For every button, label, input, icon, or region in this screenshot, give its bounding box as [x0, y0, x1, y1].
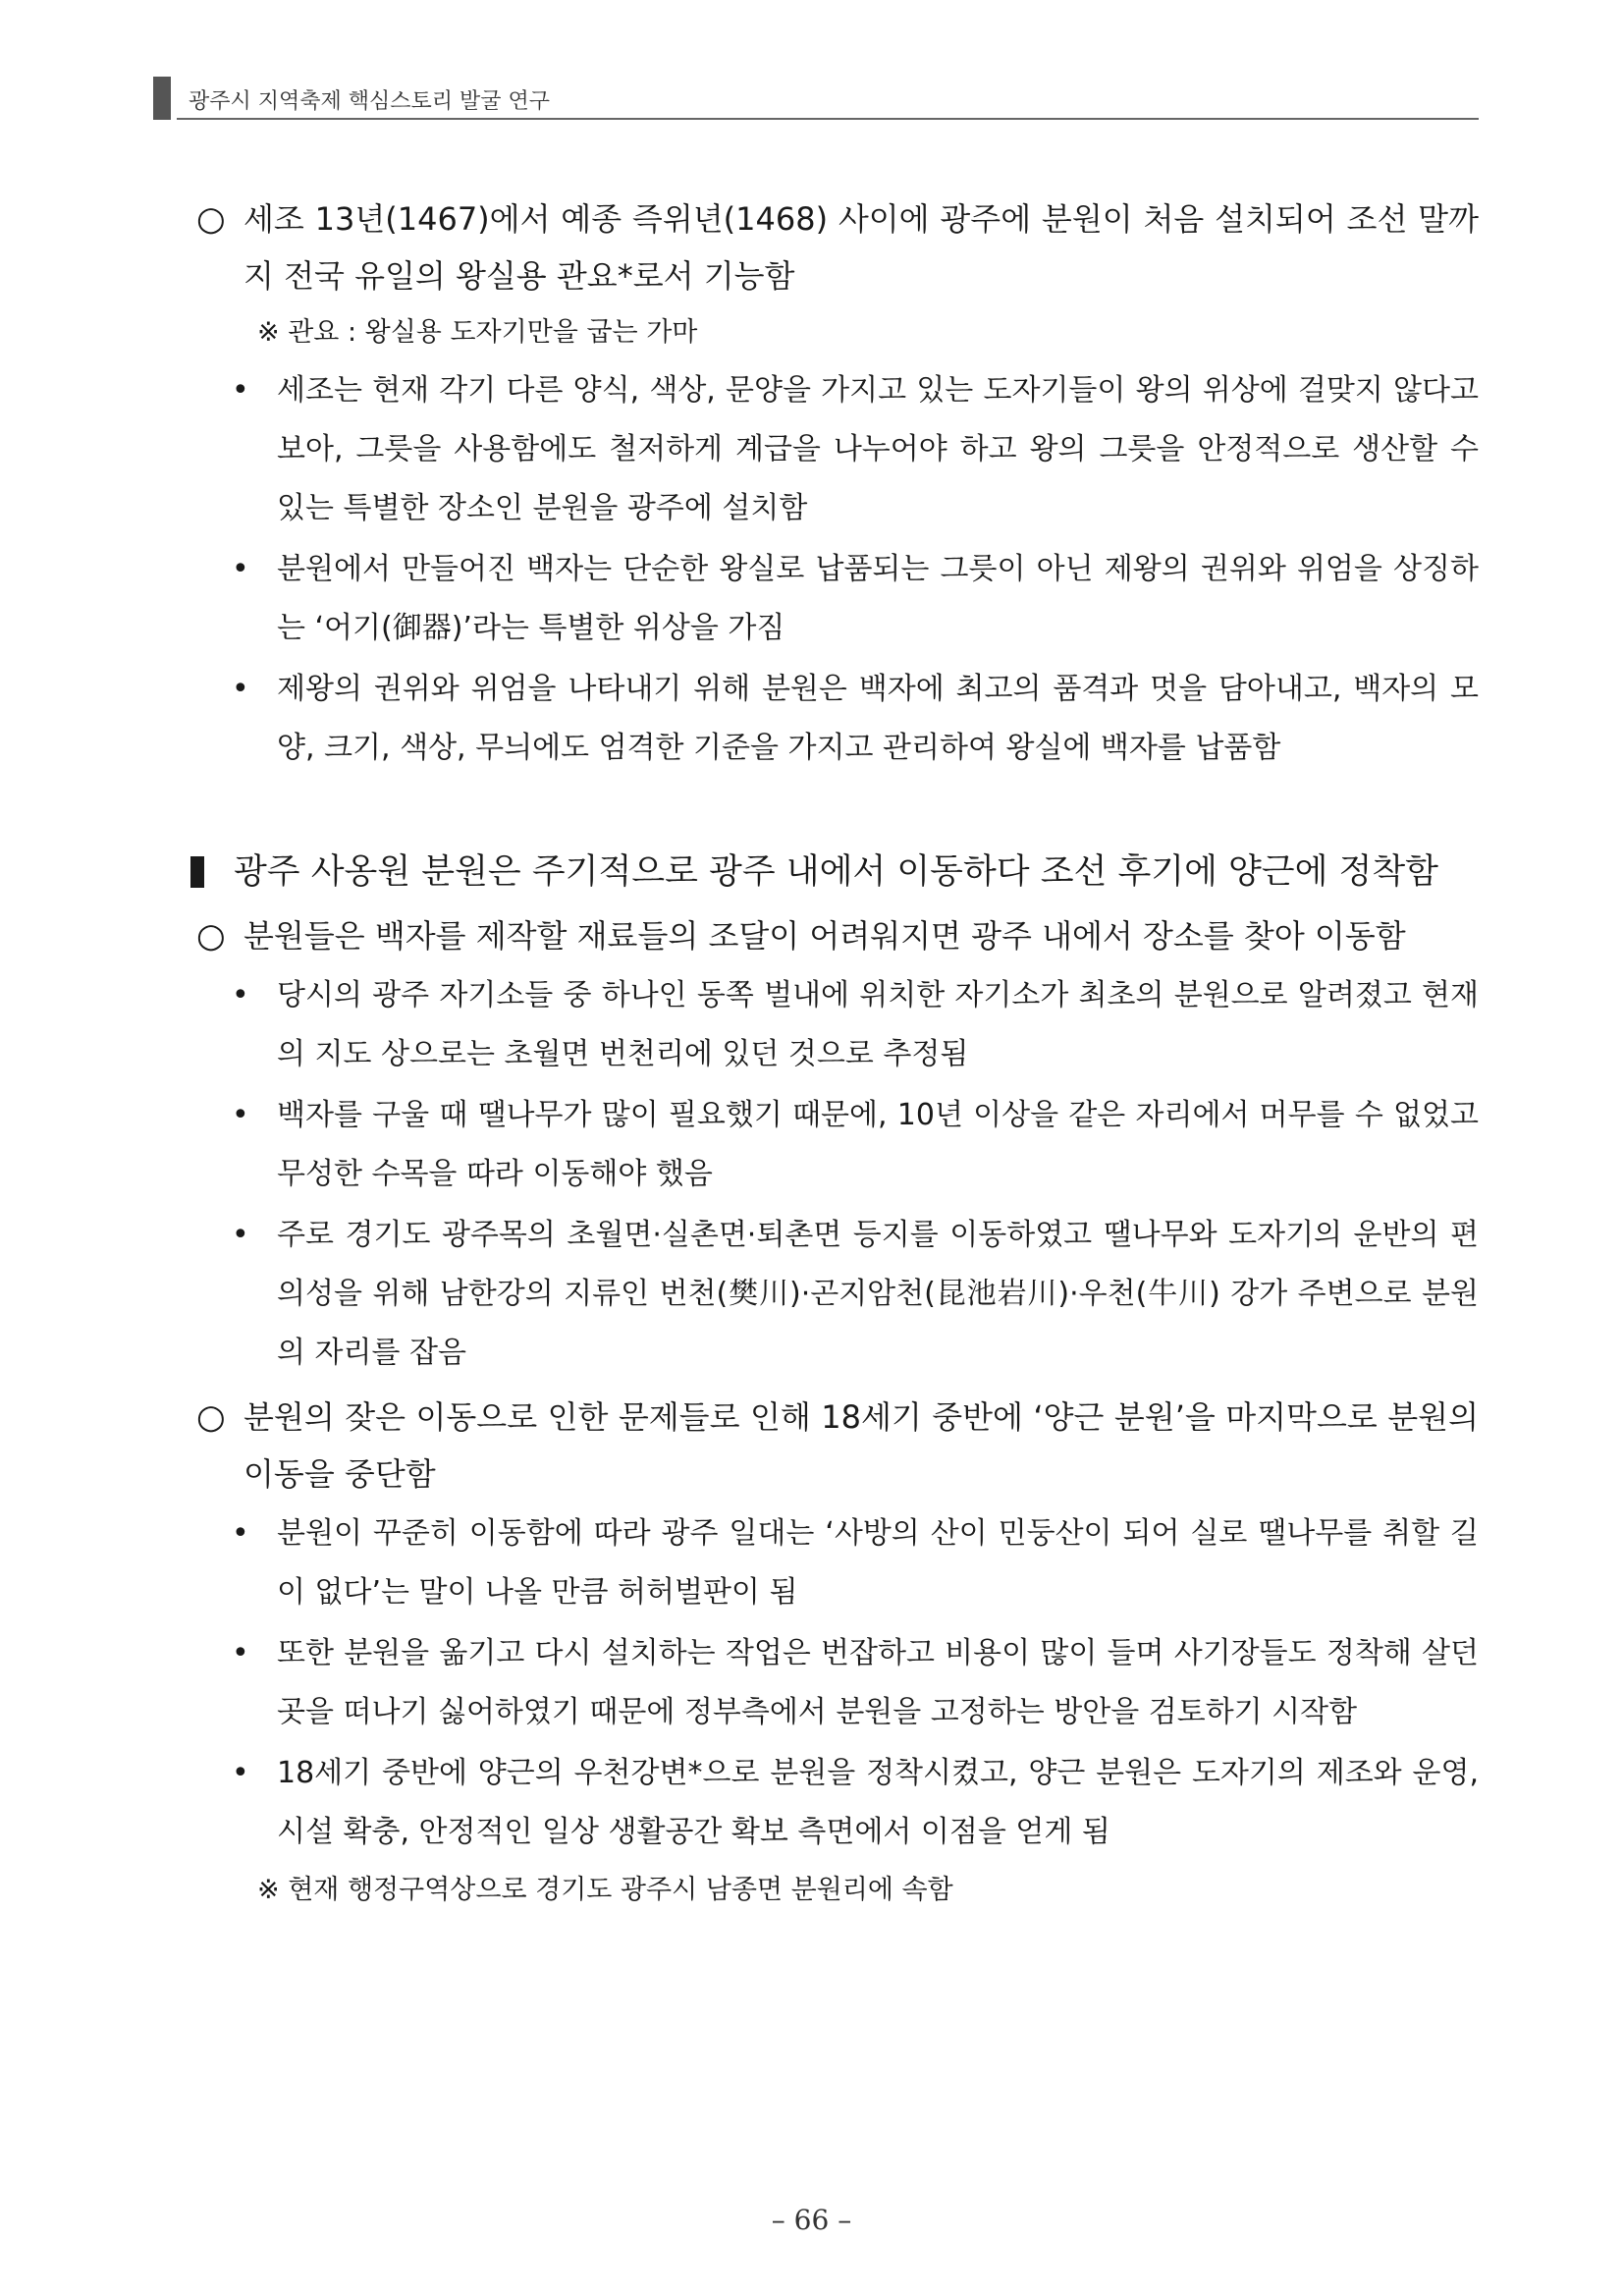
bullet-item: [232, 1744, 1479, 1862]
bullet-dot-icon: •: [232, 552, 249, 586]
footnote-note: ※ 현재 행정구역상으로 경기도 광주시 남종면 분원리에 속함: [257, 1875, 953, 1905]
circle-item-text: 세조 13년(1467)에서 예종 즉위년(1468) 사이에 광주에 분원이 처음 설치되어 조선 말까지 전국 유일의 왕실용 관요*로서 기능함: [243, 200, 1479, 295]
bullet-dot-icon: •: [232, 978, 249, 1012]
bullet-text: 당시의 광주 자기소들 중 하나인 동쪽 벌내에 위치한 자기소가 최초의 분원으로 알려졌고 현재의 지도 상으로는 초월면 번천리에 있던 것으로 추정됨: [277, 978, 1479, 1071]
bullet-dot-icon: •: [232, 1218, 249, 1252]
header-title: 광주시 지역축제 핵심스토리 발굴 연구: [189, 89, 551, 114]
circle-item-3: [196, 1389, 1479, 1503]
circle-item-text: 분원들은 백자를 제작할 재료들의 조달이 어려워지면 광주 내에서 장소를 찾아 이동함: [243, 917, 1406, 955]
square-bullet-icon: [190, 856, 204, 888]
circle-item-text: 분원의 잦은 이동으로 인한 문제들로 인해 18세기 중반에 ‘양근 분원’을 마지막으로 분원의 이동을 중단함: [243, 1398, 1479, 1493]
bullet-dot-icon: •: [232, 1636, 249, 1670]
bullet-text: 백자를 구울 때 땔나무가 많이 필요했기 때문에, 10년 이상을 같은 자리에서 머무를 수 없었고 무성한 수목을 따라 이동해야 했음: [277, 1098, 1479, 1191]
bullet-dot-icon: •: [232, 672, 249, 706]
bullet-item: [232, 1086, 1479, 1204]
page-number: – 66 –: [771, 2204, 852, 2236]
bullet-text: 분원이 꾸준히 이동함에 따라 광주 일대는 ‘사방의 산이 민둥산이 되어 실로 땔나무를 취할 길이 없다’는 말이 나올 만큼 허허벌판이 됨: [277, 1516, 1479, 1610]
section-heading: [190, 843, 1479, 902]
bullet-item: [232, 1206, 1479, 1383]
bullet-text: 또한 분원을 옮기고 다시 설치하는 작업은 번잡하고 비용이 많이 들며 사기장들도 정착해 살던 곳을 떠나기 싫어하였기 때문에 정부측에서 분원을 고정하는 방안을 검토하기 시작함: [277, 1636, 1479, 1729]
bullet-item: [232, 1624, 1479, 1742]
bullet-text: 분원에서 만들어진 백자는 단순한 왕실로 납품되는 그릇이 아닌 제왕의 권위와 위엄을 상징하는 ‘어기(御器)’라는 특별한 위상을 가짐: [277, 552, 1479, 645]
section-heading-text: 광주 사옹원 분원은 주기적으로 광주 내에서 이동하다 조선 후기에 양근에 정착함: [234, 852, 1438, 892]
bullet-dot-icon: •: [232, 1756, 249, 1790]
bullet-text: 제왕의 권위와 위엄을 나타내기 위해 분원은 백자에 최고의 품격과 멋을 담아내고, 백자의 모양, 크기, 색상, 무늬에도 엄격한 기준을 가지고 관리하여 왕실에 백자를 납품함: [277, 672, 1479, 765]
bullet-item: [232, 361, 1479, 538]
running-header: [153, 77, 1479, 120]
bullet-text: 세조는 현재 각기 다른 양식, 색상, 문양을 가지고 있는 도자기들이 왕의 위상에 걸맞지 않다고 보아, 그릇을 사용함에도 철저하게 계급을 나누어야 하고 왕의 그릇을 안정적으로 생산할 수 있는 특별한 장소인 분원을 광주에 설치함: [277, 373, 1479, 525]
circle-item-1: [196, 191, 1479, 304]
bullet-item: [232, 1504, 1479, 1622]
bullet-dot-icon: •: [232, 1516, 249, 1551]
header-rule: [177, 118, 1479, 120]
circle-item-2: [196, 907, 1479, 964]
header-accent-bar: [153, 77, 171, 120]
bullet-item: [232, 660, 1479, 778]
bullet-item: [232, 540, 1479, 658]
bullet-text: 18세기 중반에 양근의 우천강변*으로 분원을 정착시켰고, 양근 분원은 도자기의 제조와 운영, 시설 확충, 안정적인 일상 생활공간 확보 측면에서 이점을 얻게 됨: [277, 1756, 1479, 1849]
footnote-note: ※ 관요 : 왕실용 도자기만을 굽는 가마: [257, 317, 698, 348]
circle-bullet-icon: ○: [196, 916, 226, 956]
bullet-dot-icon: •: [232, 1098, 249, 1132]
bullet-text: 주로 경기도 광주목의 초월면·실촌면·퇴촌면 등지를 이동하였고 땔나무와 도자기의 운반의 편의성을 위해 남한강의 지류인 번천(樊川)·곤지암천(昆池岩川)·우천(牛川) 강가 주변으로 분원의 자리를 잡음: [277, 1218, 1479, 1370]
bullet-item: [232, 966, 1479, 1084]
circle-bullet-icon: ○: [196, 199, 226, 239]
bullet-dot-icon: •: [232, 373, 249, 408]
circle-bullet-icon: ○: [196, 1397, 226, 1437]
page-body: [196, 185, 1479, 1919]
